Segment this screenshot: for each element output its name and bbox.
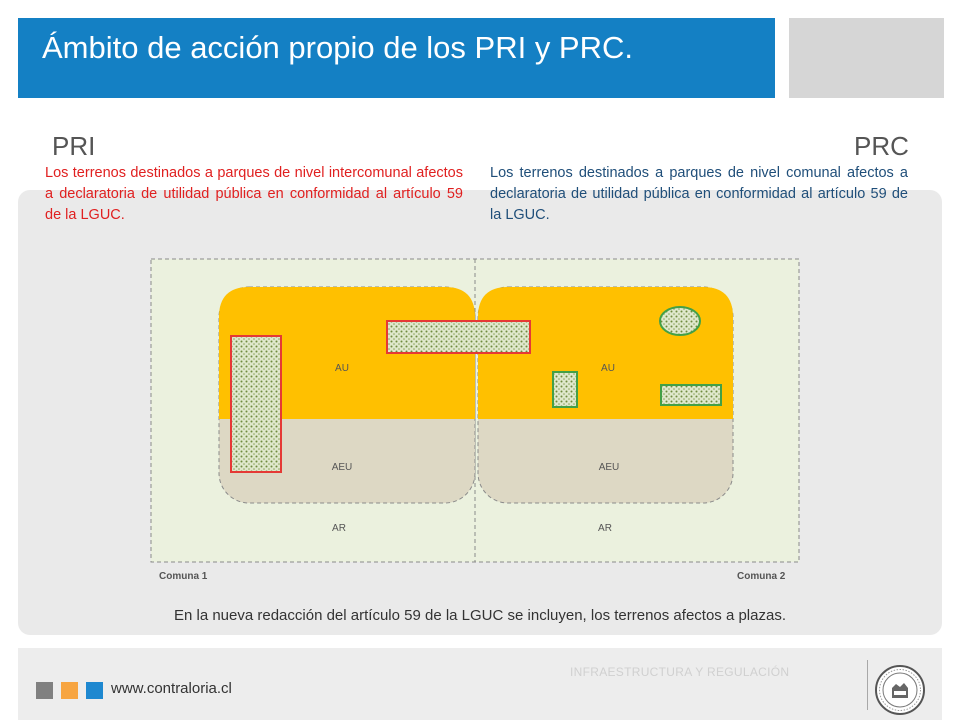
label-comuna-2: Comuna 2 [737,571,786,582]
footer-square-grey [36,682,53,699]
footer-square-orange [61,682,78,699]
label-ar-right: AR [598,523,612,534]
label-aeu-right: AEU [598,462,620,473]
footer-square-blue [86,682,103,699]
label-au-left: AU [335,363,349,374]
pri-heading: PRI [52,131,96,161]
pri-park-horizontal [387,321,530,353]
footer-divider [867,660,868,710]
website-link[interactable]: www.contraloria.cl [111,680,232,697]
prc-heading: PRC [854,131,909,161]
contraloria-seal-icon [874,664,926,716]
pri-park-vertical [231,336,281,472]
prc-park-oval [660,307,700,335]
prc-park-small [553,372,577,407]
label-au-right: AU [601,363,615,374]
label-aeu-left: AEU [331,462,353,473]
prc-park-strip [661,385,721,405]
footer-tagline: INFRAESTRUCTURA Y REGULACIÓN [570,665,790,679]
slide-title: Ámbito de acción propio de los PRI y PRC. [42,30,633,65]
label-ar-left: AR [332,523,346,534]
prc-description: Los terrenos destinados a parques de nivel comunal afectos a declaratoria de utilidad pública en conformidad al artículo 59 de la LGUC. [490,165,908,223]
pri-description: Los terrenos destinados a parques de nivel intercomunal afectos a declaratoria de utilidad pública en conformidad al artículo 59 de la LGUC. [45,165,463,223]
caption-text: En la nueva redacción del artículo 59 de la LGUC se incluyen, los terrenos afectos a plazas. [173,607,786,624]
label-comuna-1: Comuna 1 [159,571,208,582]
